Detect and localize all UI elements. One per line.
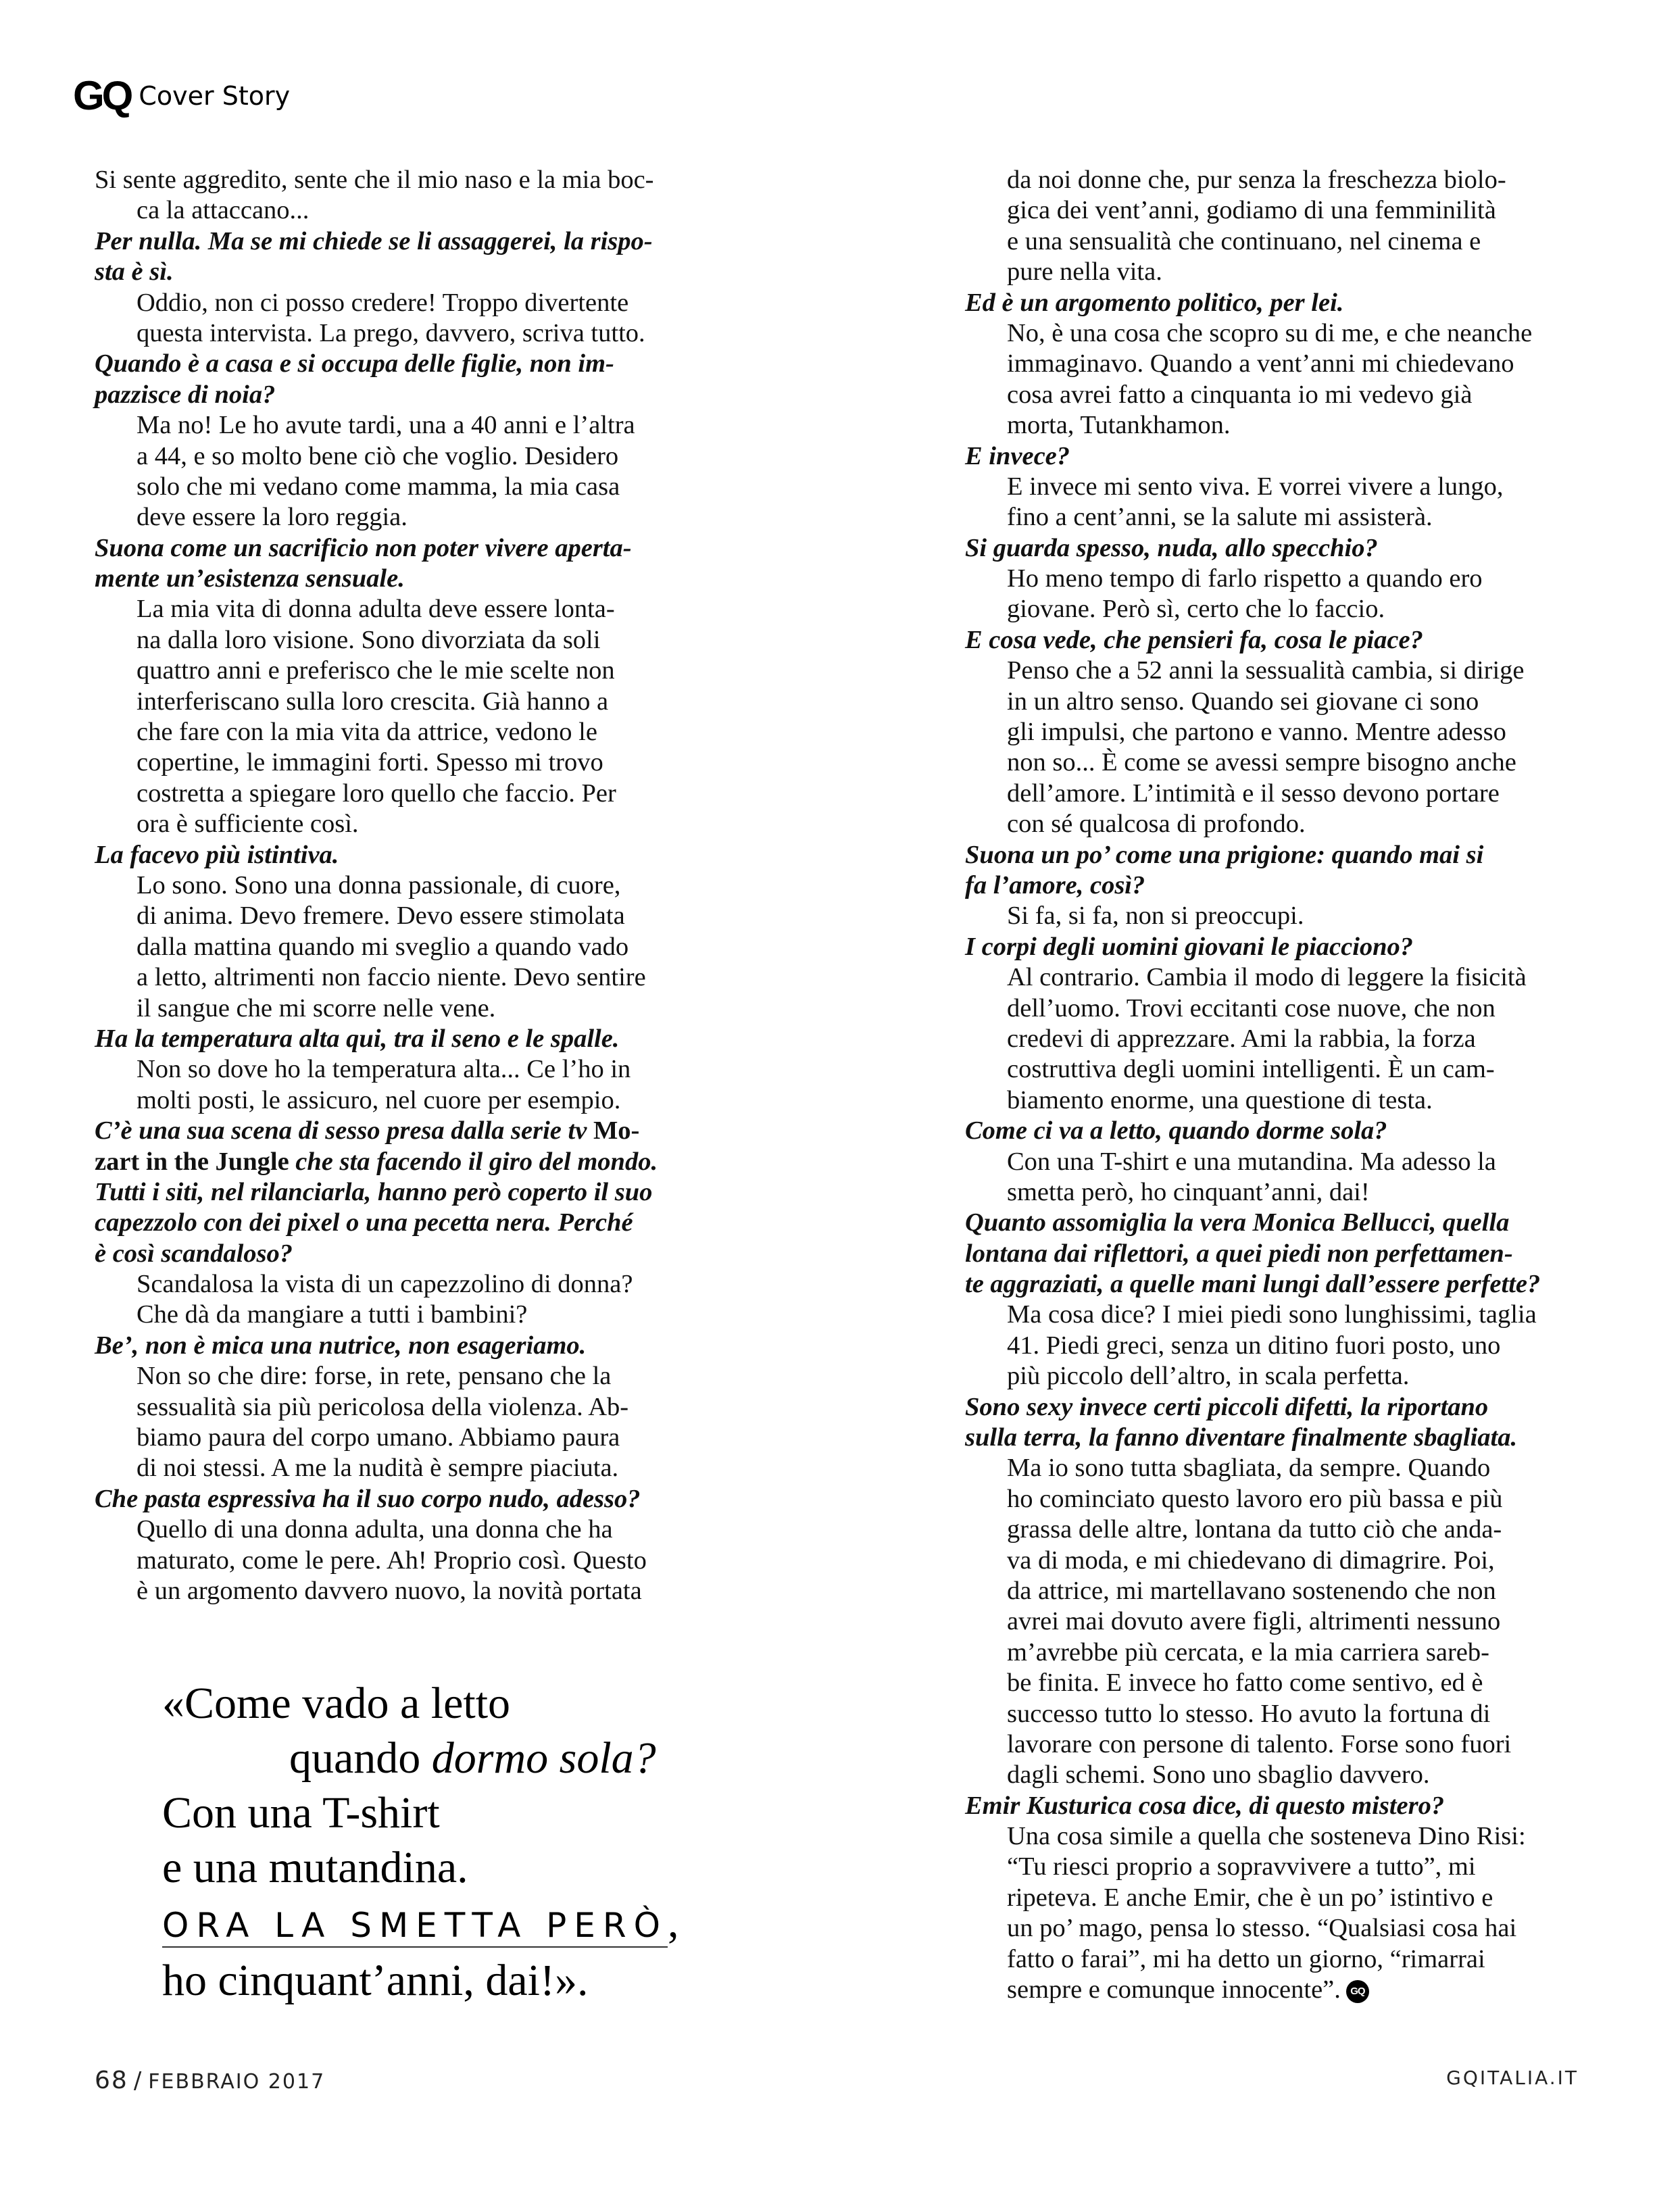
answer-line — [965, 656, 1577, 686]
answer-line — [965, 1637, 1577, 1668]
question-line — [95, 564, 689, 594]
answer-line — [965, 318, 1577, 349]
answer-line — [965, 1760, 1577, 1790]
line-text: be finita. E invece ho fatto come sentivo, ed è — [1007, 1669, 1483, 1698]
line-text: con sé qualcosa di profondo. — [1007, 810, 1306, 839]
answer-line — [965, 380, 1577, 410]
line-text: fino a cent’anni, se la salute mi assisterà. — [1007, 503, 1433, 532]
answer-line — [95, 687, 689, 717]
question-line — [95, 1484, 689, 1514]
answer-line — [965, 410, 1577, 441]
question-line — [95, 533, 689, 564]
line-text: quattro anni e preferisco che le mie scelte non — [137, 656, 615, 685]
pull-quote-line: e una mutandina. — [162, 1843, 468, 1892]
line-text: na dalla loro visione. Sono divorziata da soli — [137, 625, 601, 654]
answer-line — [965, 962, 1577, 993]
answer-line — [95, 165, 689, 195]
answer-line — [95, 1085, 689, 1116]
pull-quote-line — [162, 1731, 679, 1785]
line-text: successo tutto lo stesso. Ho avuto la fortuna di — [1007, 1699, 1491, 1728]
page-number: 68 — [95, 2067, 128, 2094]
line-text: Tutti i siti, nel rilanciarla, hanno però coperto il suo — [95, 1177, 653, 1206]
line-text: biamo paura del corpo umano. Abbiamo paura — [137, 1423, 620, 1452]
answer-line — [95, 1423, 689, 1453]
answer-line — [965, 195, 1577, 226]
line-text: ora è sufficiente così. — [137, 810, 359, 839]
line-text: sulla terra, la fanno diventare finalmente sbagliata. — [965, 1423, 1518, 1452]
line-text: smetta però, ho cinquant’anni, dai! — [1007, 1177, 1370, 1206]
answer-line — [95, 809, 689, 839]
question-line — [965, 932, 1577, 962]
answer-line — [965, 472, 1577, 502]
line-text: e una sensualità che continuano, nel cinema e — [1007, 226, 1481, 255]
answer-line — [965, 1147, 1577, 1177]
line-text: che sta facendo il giro del mondo. — [289, 1147, 658, 1176]
line-text: ripeteva. E anche Emir, che è un po’ istintivo e — [1007, 1883, 1493, 1912]
answer-line — [95, 747, 689, 778]
answer-line — [95, 932, 689, 962]
line-text: 41. Piedi greci, senza un ditino fuori posto, uno — [1007, 1331, 1501, 1360]
line-text: deve essere la loro reggia. — [137, 503, 407, 532]
answer-line — [965, 1177, 1577, 1208]
pull-quote-emphasis: dormo sola? — [431, 1733, 656, 1783]
question-line — [965, 533, 1577, 564]
question-line — [95, 840, 689, 870]
answer-line — [965, 165, 1577, 195]
question-line — [965, 441, 1577, 472]
gq-endmark-icon: GQ — [1346, 1980, 1369, 2003]
line-text: E invece? — [965, 441, 1070, 470]
answer-line — [95, 993, 689, 1024]
question-line — [95, 226, 689, 257]
line-text: Come ci va a letto, quando dorme sola? — [965, 1116, 1387, 1145]
line-text: Si sente aggredito, sente che il mio naso e la mia boc- — [95, 166, 654, 194]
line-text: da attrice, mi martellavano sostenendo che non — [1007, 1576, 1496, 1605]
line-text: m’avrebbe più cercata, e la mia carriera sareb- — [1007, 1637, 1489, 1667]
answer-line — [965, 1913, 1577, 1944]
question-line — [965, 1116, 1577, 1146]
line-text: a 44, e so molto bene ciò che voglio. Desidero — [137, 441, 619, 470]
line-text: questa intervista. La prego, davvero, scriva tutto. — [137, 318, 645, 347]
answer-line — [95, 1361, 689, 1391]
answer-line — [965, 779, 1577, 809]
line-text: Non so dove ho la temperatura alta... Ce l’ho in — [137, 1055, 631, 1084]
line-text: costretta a spiegare loro quello che faccio. Per — [137, 779, 616, 808]
line-text: è così scandaloso? — [95, 1239, 293, 1268]
question-line — [965, 1392, 1577, 1423]
line-text: molti posti, le assicuro, nel cuore per esempio. — [137, 1085, 621, 1114]
answer-line — [965, 1883, 1577, 1913]
answer-line — [965, 1453, 1577, 1483]
question-line — [965, 870, 1577, 901]
answer-line — [965, 1944, 1577, 1975]
line-text: Ed è un argomento politico, per lei. — [965, 288, 1344, 317]
line-text: Scandalosa la vista di un capezzolino di donna? — [137, 1270, 633, 1299]
line-text: Che dà da mangiare a tutti i bambini? — [137, 1300, 528, 1329]
answer-line — [965, 1085, 1577, 1116]
title-roman: Mo- — [593, 1116, 640, 1145]
line-text: interferiscano sulla loro crescita. Già hanno a — [137, 687, 609, 716]
answer-line — [95, 1054, 689, 1085]
line-text: Al contrario. Cambia il modo di leggere la fisicità — [1007, 963, 1527, 992]
answer-line — [95, 1392, 689, 1423]
answer-line — [965, 1361, 1577, 1391]
answer-line — [965, 594, 1577, 624]
line-text: Quanto assomiglia la vera Monica Bellucci, quella — [965, 1208, 1510, 1237]
line-text: gica dei vent’anni, godiamo di una femminilità — [1007, 196, 1496, 225]
answer-line — [95, 779, 689, 809]
line-text: fatto o farai”, mi ha detto un giorno, “rimarrai — [1007, 1944, 1485, 1973]
line-text: Con una T-shirt e una mutandina. Ma adesso la — [1007, 1147, 1496, 1176]
line-text: dell’amore. L’intimità e il sesso devono portare — [1007, 779, 1500, 808]
answer-line — [95, 318, 689, 349]
line-text: dalla mattina quando mi sveglio a quando vado — [137, 932, 629, 961]
line-text: Sono sexy invece certi piccoli difetti, la riportano — [965, 1392, 1489, 1421]
answer-line — [965, 1576, 1577, 1606]
line-text: Una cosa simile a quella che sosteneva Dino Risi: — [1007, 1822, 1526, 1851]
question-line — [95, 1331, 689, 1361]
line-text: che fare con la mia vita da attrice, vedono le — [137, 718, 597, 747]
line-text: avrei mai dovuto avere figli, altrimenti nessuno — [1007, 1607, 1501, 1636]
article-column-right — [965, 165, 1577, 2005]
line-text: solo che mi vedano come mamma, la mia casa — [137, 472, 620, 501]
website-link[interactable]: GQITALIA.IT — [1446, 2067, 1579, 2089]
line-text: morta, Tutankhamon. — [1007, 411, 1231, 440]
answer-line — [95, 717, 689, 747]
answer-line — [965, 226, 1577, 257]
line-text: non so... È come se avessi sempre bisogno anche — [1007, 748, 1516, 777]
line-text: in un altro senso. Quando sei giovane ci sono — [1007, 687, 1479, 716]
answer-line — [95, 1576, 689, 1606]
answer-line — [95, 195, 689, 226]
answer-line — [965, 349, 1577, 379]
question-line — [965, 1208, 1577, 1238]
answer-line — [95, 1300, 689, 1330]
answer-line — [965, 1054, 1577, 1085]
answer-line — [965, 257, 1577, 287]
line-text: E cosa vede, che pensieri fa, cosa le piace? — [965, 625, 1423, 654]
question-line — [95, 1239, 689, 1269]
line-text: cosa avrei fatto a cinquanta io mi vedevo già — [1007, 380, 1473, 409]
gq-logo: GQ — [73, 73, 131, 118]
answer-line — [965, 809, 1577, 839]
line-text: Be’, non è mica una nutrice, non esageriamo. — [95, 1331, 587, 1360]
line-text: il sangue che mi scorre nelle vene. — [137, 993, 496, 1022]
line-text: è un argomento davvero nuovo, la novità portata — [137, 1576, 642, 1605]
answer-line — [95, 1453, 689, 1483]
line-text: sessualità sia più pericolosa della violenza. Ab- — [137, 1392, 629, 1421]
line-text: Oddio, non ci posso credere! Troppo divertente — [137, 288, 629, 317]
line-text: capezzolo con dei pixel o una pecetta nera. Perché — [95, 1208, 633, 1237]
line-text: Ma io sono tutta sbagliata, da sempre. Quando — [1007, 1454, 1491, 1483]
issue-date: FEBBRAIO 2017 — [148, 2070, 326, 2094]
line-text: Che pasta espressiva ha il suo corpo nudo, adesso? — [95, 1484, 641, 1513]
pull-quote-caps: ORA LA SMETTA PERÒ — [162, 1906, 668, 1948]
question-line — [965, 288, 1577, 318]
answer-line — [95, 1269, 689, 1300]
pull-quote-line: «Come vado a letto — [162, 1679, 511, 1728]
line-text: fa l’amore, così? — [965, 870, 1145, 899]
answer-line — [965, 1821, 1577, 1852]
answer-line — [95, 502, 689, 533]
line-text: Lo sono. Sono una donna passionale, di cuore, — [137, 870, 621, 899]
answer-line — [965, 901, 1577, 931]
line-text: più piccolo dell’altro, in scala perfetta. — [1007, 1362, 1410, 1391]
answer-line — [965, 1484, 1577, 1514]
answer-line — [95, 410, 689, 441]
answer-line — [965, 747, 1577, 778]
answer-line — [965, 717, 1577, 747]
folio-separator: / — [133, 2067, 143, 2094]
question-line — [965, 1269, 1577, 1300]
question-line — [965, 625, 1577, 656]
answer-line — [965, 502, 1577, 533]
line-text: immaginavo. Quando a vent’anni mi chiedevano — [1007, 349, 1514, 378]
answer-line — [95, 962, 689, 993]
line-text: Si guarda spesso, nuda, allo specchio? — [965, 533, 1378, 562]
line-text: costruttiva degli uomini intelligenti. È un cam- — [1007, 1055, 1495, 1084]
folio — [95, 2067, 325, 2094]
line-text: I corpi degli uomini giovani le piacciono? — [965, 932, 1414, 961]
line-text: Quando è a casa e si occupa delle figlie, non im- — [95, 349, 614, 378]
answer-line — [95, 1546, 689, 1576]
line-text: di anima. Devo fremere. Devo essere stimolata — [137, 902, 625, 931]
line-text: Si fa, si fa, non si preoccupi. — [1007, 902, 1304, 931]
answer-line — [965, 1024, 1577, 1054]
pull-quote-text: , — [668, 1898, 679, 1947]
line-text: lavorare con persone di talento. Forse sono fuori — [1007, 1729, 1512, 1758]
line-text: Quello di una donna adulta, una donna che ha — [137, 1515, 613, 1544]
line-text: copertine, le immagini forti. Spesso mi trovo — [137, 748, 603, 777]
line-text: Penso che a 52 anni la sessualità cambia, si dirige — [1007, 656, 1525, 685]
line-text: sta è sì. — [95, 257, 174, 287]
line-text: di noi stessi. A me la nudità è sempre piaciuta. — [137, 1454, 619, 1483]
answer-line — [95, 870, 689, 901]
line-text: La facevo più istintiva. — [95, 840, 339, 869]
question-line — [95, 349, 689, 379]
question-line — [95, 380, 689, 410]
line-text: “Tu riesci proprio a sopravvivere a tutto”, mi — [1007, 1852, 1476, 1881]
line-text: maturato, come le pere. Ah! Proprio così. Questo — [137, 1546, 647, 1575]
line-text: lontana dai riflettori, a quei piedi non perfettamen- — [965, 1239, 1513, 1268]
answer-line — [95, 441, 689, 472]
line-text: ca la attaccano... — [137, 196, 310, 225]
title-roman: zart in the Jungle — [95, 1147, 289, 1176]
line-text: pazzisce di noia? — [95, 380, 276, 409]
question-line — [95, 1024, 689, 1054]
line-text: dagli schemi. Sono uno sbaglio davvero. — [1007, 1760, 1430, 1790]
page-header — [73, 73, 291, 118]
pull-quote-line — [162, 1895, 679, 1953]
line-text: te aggraziati, a quelle mani lungi dall’essere perfette? — [965, 1270, 1541, 1299]
answer-line — [95, 901, 689, 931]
answer-line — [965, 687, 1577, 717]
line-text: pure nella vita. — [1007, 257, 1162, 287]
line-text: dell’uomo. Trovi eccitanti cose nuove, che non — [1007, 993, 1496, 1022]
answer-line — [965, 1729, 1577, 1760]
answer-line — [965, 1606, 1577, 1637]
answer-line — [95, 1514, 689, 1545]
pull-quote — [162, 1676, 679, 2008]
line-text: gli impulsi, che partono e vanno. Mentre adesso — [1007, 718, 1506, 747]
pull-quote-line: ho cinquant’anni, dai!». — [162, 1956, 589, 2005]
question-line — [965, 1239, 1577, 1269]
line-text: C’è una sua scena di sesso presa dalla serie tv — [95, 1116, 593, 1145]
line-text: Ho meno tempo di farlo rispetto a quando ero — [1007, 564, 1483, 593]
line-text: E invece mi sento viva. E vorrei vivere a lungo, — [1007, 472, 1504, 501]
line-text: mente un’esistenza sensuale. — [95, 564, 405, 593]
line-text: va di moda, e mi chiedevano di dimagrire. Poi, — [1007, 1546, 1495, 1575]
pull-quote-text: quando — [289, 1733, 432, 1783]
line-text: un po’ mago, pensa lo stesso. “Qualsiasi cosa hai — [1007, 1914, 1517, 1943]
question-line — [95, 257, 689, 287]
line-text: credevi di apprezzare. Ami la rabbia, la forza — [1007, 1024, 1476, 1053]
answer-line — [965, 564, 1577, 594]
line-text: Suona un po’ come una prigione: quando mai si — [965, 840, 1484, 869]
line-text: giovane. Però sì, certo che lo faccio. — [1007, 595, 1385, 624]
question-line — [95, 1177, 689, 1208]
line-text: Per nulla. Ma se mi chiede se li assaggerei, la rispo- — [95, 226, 653, 255]
line-text: Ma no! Le ho avute tardi, una a 40 anni e l’altra — [137, 411, 635, 440]
answer-line — [965, 993, 1577, 1024]
answer-line — [965, 1975, 1577, 2005]
question-line — [95, 1116, 689, 1146]
line-text: sempre e comunque innocente”. — [1007, 1975, 1341, 2004]
line-text: Ma cosa dice? I miei piedi sono lunghissimi, taglia — [1007, 1300, 1537, 1329]
section-label: Cover Story — [139, 81, 291, 111]
line-text: da noi donne che, pur senza la freschezza biolo- — [1007, 166, 1506, 194]
line-text: Ha la temperatura alta qui, tra il seno e le spalle. — [95, 1024, 620, 1053]
answer-line — [965, 1300, 1577, 1330]
line-text: La mia vita di donna adulta deve essere lonta- — [137, 595, 615, 624]
answer-line — [965, 1546, 1577, 1576]
question-line — [965, 1423, 1577, 1453]
question-line — [965, 840, 1577, 870]
line-text: biamento enorme, una questione di testa. — [1007, 1085, 1433, 1114]
line-text: a letto, altrimenti non faccio niente. Devo sentire — [137, 963, 646, 992]
line-text: Non so che dire: forse, in rete, pensano che la — [137, 1362, 612, 1391]
answer-line — [95, 625, 689, 656]
question-line — [95, 1208, 689, 1238]
line-text: No, è una cosa che scopro su di me, e che neanche — [1007, 318, 1533, 347]
answer-line — [95, 594, 689, 624]
answer-line — [95, 288, 689, 318]
line-text: Emir Kusturica cosa dice, di questo mistero? — [965, 1791, 1445, 1820]
question-line — [965, 1791, 1577, 1821]
line-text: Suona come un sacrificio non poter vivere aperta- — [95, 533, 632, 562]
line-text: grassa delle altre, lontana da tutto ciò che anda- — [1007, 1515, 1502, 1544]
line-text: ho cominciato questo lavoro ero più bassa e più — [1007, 1484, 1503, 1513]
answer-line — [965, 1699, 1577, 1729]
answer-line — [965, 1331, 1577, 1361]
answer-line — [95, 656, 689, 686]
pull-quote-line: Con una T-shirt — [162, 1788, 440, 1838]
answer-line — [965, 1514, 1577, 1545]
answer-line — [965, 1668, 1577, 1698]
question-line — [95, 1147, 689, 1177]
article-column-left — [95, 165, 689, 1606]
answer-line — [95, 472, 689, 502]
answer-line — [965, 1852, 1577, 1882]
